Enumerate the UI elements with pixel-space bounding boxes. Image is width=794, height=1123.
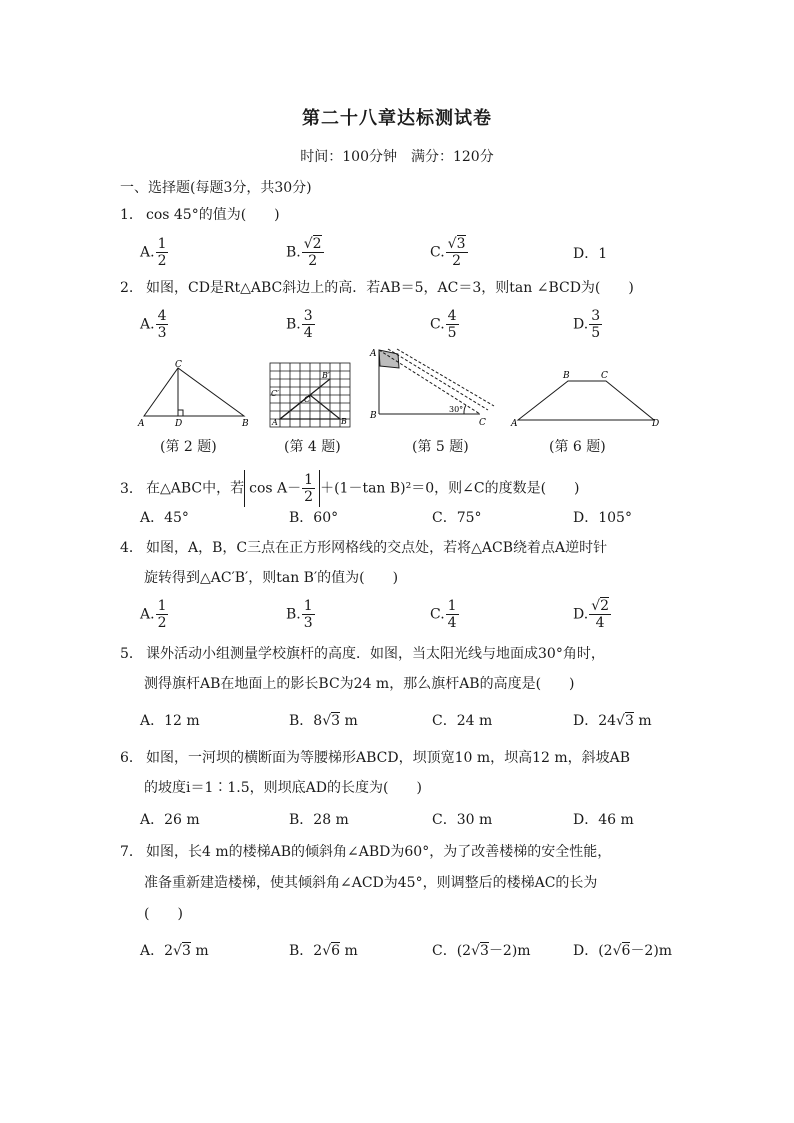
flag-icon: [379, 350, 399, 368]
label-d: D: [652, 419, 660, 429]
question-number: 2.: [120, 280, 134, 296]
option-b: [286, 308, 315, 341]
option-text: C．(2: [432, 943, 472, 959]
numerator: 3: [303, 308, 313, 324]
label-b: B: [370, 411, 377, 421]
option-unit: －2)m: [488, 943, 531, 959]
question-5: [120, 644, 605, 664]
section-heading: 一、选择题(每题3分，共30分): [120, 180, 312, 196]
option-a: A．45°: [140, 510, 189, 526]
sun-ray-1: [379, 350, 480, 414]
label-b: B: [341, 417, 347, 426]
numerator: √3: [447, 236, 466, 252]
fraction: [156, 308, 169, 341]
denominator: 5: [591, 325, 601, 341]
angle-label: 30°: [449, 405, 464, 414]
question-6-line-2: 的坡度i＝1∶1.5，则坝底AD的长度为( ): [144, 780, 422, 796]
option-letter: A.: [140, 244, 155, 261]
numerator: 4: [157, 308, 167, 324]
option-text: A．2: [140, 943, 174, 959]
question-4: [120, 538, 607, 558]
denominator: 2: [452, 253, 462, 269]
question-number: 7．: [120, 844, 143, 860]
label-a: A: [138, 419, 145, 429]
question-stem: 如图，长4 m的楼梯AB的倾斜角∠ABD为60°，为了改善楼梯的安全性能，: [146, 844, 612, 860]
fraction: [302, 472, 315, 505]
absolute-value: [244, 470, 320, 507]
numerator: 3: [591, 308, 601, 324]
radicand: 3: [331, 713, 341, 729]
label-b: B: [563, 371, 570, 381]
denominator: 4: [303, 325, 313, 341]
option-c: [430, 308, 459, 341]
denominator: 4: [447, 615, 457, 631]
question-stem: 如图，一河坝的横断面为等腰梯形ABCD，坝顶宽10 m，坝高12 m，斜坡AB: [146, 750, 631, 766]
option-d: [573, 598, 611, 631]
option-c: C．75°: [432, 510, 482, 526]
option-unit: m: [633, 713, 652, 729]
figure-q4: [266, 360, 356, 430]
question-stem: 如图，CD是Rt△ABC斜边上的高．若AB＝5，AC＝3，则tan ∠BCD为( ): [146, 280, 634, 296]
option-d: D．46 m: [573, 812, 634, 828]
figure-caption: (第 4 题): [284, 439, 341, 455]
fraction: [589, 308, 602, 341]
option-b: [286, 236, 324, 269]
fraction: [156, 236, 169, 269]
label-b-prime: B′: [322, 371, 330, 380]
label-a: A: [370, 349, 377, 359]
numerator: 1: [303, 598, 313, 614]
option-letter: B.: [286, 316, 301, 333]
option-letter: D．: [573, 246, 599, 262]
figure-caption: (第 2 题): [160, 439, 217, 455]
label-c: C: [479, 418, 486, 428]
label-a: A: [272, 418, 278, 427]
triangle-abc: [144, 368, 244, 416]
option-text: D．24: [573, 713, 617, 729]
fraction: [302, 308, 315, 341]
denominator: 2: [157, 615, 167, 631]
option-b: [286, 598, 315, 631]
option-letter: A.: [140, 316, 155, 333]
option-d: [573, 244, 607, 264]
option-unit: m: [190, 943, 209, 959]
radicand: 2: [312, 236, 322, 252]
option-c: [430, 598, 459, 631]
figure-q2: [136, 358, 256, 430]
radicand: 3: [456, 236, 466, 252]
option-text: B．8: [289, 713, 323, 729]
sun-ray-2: [388, 349, 488, 410]
denominator: 3: [303, 615, 313, 631]
question-number: 4．: [120, 540, 143, 556]
option-a: A．2√3 m: [140, 943, 209, 959]
figure-caption: (第 6 题): [549, 439, 606, 455]
label-c: C: [601, 371, 608, 381]
label-c-prime: C′: [271, 389, 279, 398]
option-a: [140, 308, 168, 341]
question-number: 1．: [120, 207, 143, 223]
option-letter: D.: [573, 316, 589, 333]
label-a: A: [511, 419, 518, 429]
option-d: D．(2√6－2)m: [573, 943, 673, 959]
option-b: B．2√6 m: [289, 943, 358, 959]
option-b: B．8√3 m: [289, 713, 358, 729]
denominator: 3: [157, 325, 167, 341]
radicand: 3: [181, 943, 191, 959]
radicand: 2: [600, 598, 610, 614]
option-letter: C.: [430, 606, 445, 623]
option-a: [140, 598, 168, 631]
fraction: [302, 598, 315, 631]
numerator: 1: [304, 472, 314, 488]
fraction: [446, 236, 468, 269]
question-3: [120, 470, 580, 507]
label-c: C: [175, 360, 182, 370]
option-a: A．12 m: [140, 713, 200, 729]
question-stem: 在△ABC中，若: [146, 480, 245, 497]
numerator: 1: [157, 236, 167, 252]
fraction: [302, 236, 324, 269]
denominator: 2: [304, 489, 314, 505]
question-7: [120, 842, 611, 862]
fraction: [156, 598, 169, 631]
denominator: 2: [157, 253, 167, 269]
numerator: √2: [303, 236, 322, 252]
option-a: [140, 236, 168, 269]
option-text: B．2: [289, 943, 323, 959]
question-1: [120, 205, 280, 225]
option-c: C．30 m: [432, 812, 493, 828]
option-d: [573, 308, 602, 341]
question-7-line-3: ( ): [144, 906, 183, 922]
question-7-line-2: 准备重新建造楼梯，使其倾斜角∠ACD为45°，则调整后的楼梯AC的长为: [144, 875, 598, 891]
label-b: B: [242, 419, 249, 429]
figure-caption: (第 5 题): [412, 439, 469, 455]
option-unit: m: [340, 943, 358, 959]
option-letter: C.: [430, 244, 445, 261]
question-stem: 如图，A，B，C三点在正方形网格线的交点处，若将△ACB绕着点A逆时针: [146, 540, 608, 556]
exam-time-score: 时间：100分钟 满分：120分: [300, 149, 494, 165]
label-c: C: [304, 395, 311, 404]
option-c: C．24 m: [432, 713, 493, 729]
question-number: 6．: [120, 750, 143, 766]
question-stem: cos 45°的值为( ): [146, 207, 280, 223]
option-unit: m: [340, 713, 358, 729]
label-d: D: [175, 419, 183, 429]
page-title: 第二十八章达标测试卷: [302, 108, 492, 129]
question-5-line-2: 测得旗杆AB在地面上的影长BC为24 m，那么旗杆AB的高度是( ): [144, 676, 575, 692]
sun-ray-3: [397, 349, 494, 406]
numerator: 1: [447, 598, 457, 614]
trapezoid-abcd: [518, 381, 654, 420]
radicand: 6: [331, 943, 341, 959]
question-2: [120, 278, 634, 298]
denominator: 4: [595, 615, 605, 631]
option-d: D．24√3 m: [573, 713, 652, 729]
option-d: D．105°: [573, 510, 632, 526]
option-c: [430, 236, 468, 269]
denominator: 2: [308, 253, 318, 269]
angle-arc: [464, 405, 466, 414]
radicand: 6: [621, 943, 631, 959]
numerator: 1: [157, 598, 167, 614]
radicand: 3: [480, 943, 489, 959]
question-6: [120, 748, 630, 768]
option-c: C．(2√3－2)m: [432, 943, 531, 959]
option-letter: B.: [286, 606, 301, 623]
question-number: 3．: [120, 480, 143, 497]
denominator: 5: [447, 325, 457, 341]
numerator: √2: [591, 598, 610, 614]
fraction: [589, 598, 611, 631]
option-letter: B.: [286, 244, 301, 261]
question-stem-end: ＋(1－tan B)²＝0，则∠C的度数是( ): [320, 480, 580, 497]
figure-q6: [508, 366, 660, 430]
right-angle-mark: [178, 410, 183, 416]
option-letter: C.: [430, 316, 445, 333]
option-value: 1: [598, 246, 608, 262]
figure-q5: [366, 344, 498, 430]
question-stem: 课外活动小组测量学校旗杆的高度．如图，当太阳光线与地面成30°角时，: [146, 646, 605, 662]
option-unit: －2)m: [630, 943, 673, 959]
option-text: D．(2: [573, 943, 613, 959]
fraction: [446, 308, 459, 341]
option-b: B．60°: [289, 510, 339, 526]
numerator: 4: [447, 308, 457, 324]
option-letter: D.: [573, 606, 589, 623]
option-b: B．28 m: [289, 812, 349, 828]
question-number: 5．: [120, 646, 143, 662]
option-letter: A.: [140, 606, 155, 623]
abs-expression: cos A－: [249, 480, 302, 497]
radicand: 3: [624, 713, 634, 729]
option-a: A．26 m: [140, 812, 200, 828]
question-4-line-2: 旋转得到△AC′B′，则tan B′的值为( ): [144, 570, 399, 586]
fraction: [446, 598, 459, 631]
